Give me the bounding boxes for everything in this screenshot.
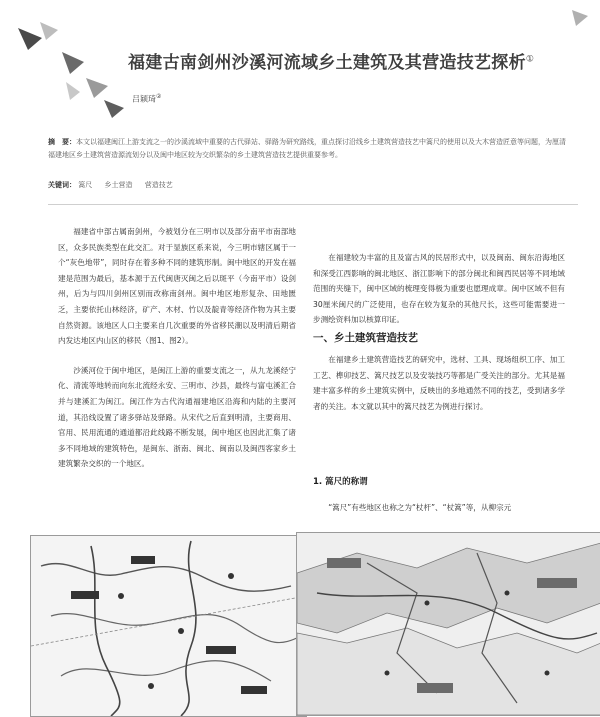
abstract-text: 本文以福建闽江上游支流之一的沙溪流域中重要的古代驿站、驿路为研究路线，重点探讨沿线乡土建筑营造技艺中篙尺的使用以及大木营造匠意等问题，为厘清福建地区乡土建筑营造源流划分以及闽中地区较为交织繁杂的乡土建筑营造技艺提供重要参考。 <box>48 138 566 159</box>
keyword: 营造技艺 <box>144 181 173 189</box>
divider <box>48 204 578 205</box>
keyword: 乡土营造 <box>104 181 133 189</box>
page-title <box>128 48 578 73</box>
decorative-corner-graphic <box>0 0 140 124</box>
figure-map-right <box>296 532 600 716</box>
decorative-corner-graphic-top-right <box>564 6 594 34</box>
paragraph: 在福建较为丰富的且及富古风的民居形式中，以及闽南、闽东沿海地区和深受江西影响的闽北地区、浙江影响下的部分闽北和闽西民居等不同地域范围的夹缝下，闽中区域的梳理变得极为重要也愿理成章。闽中区域不但有30厘米闽尺的广泛使用，也存在较为复杂的其他尺长，这些可能需要进一步测绘资料加以核算印证。 <box>313 253 565 325</box>
paragraph: 沙溪河位于闽中地区，是闽江上游的重要支流之一，从九龙溪经宁化、清流等地转而向东北流经永安、三明市、沙县，最终与富屯溪汇合并与建溪汇为闽江。闽江作为古代沟通福建地区沿海和内陆的主要河道，其沿线设置了诸多驿站及驿路。从宋代之后直到明清，主要商用、官用、民用流通的通道都沿此线路不断发展，闽中地区也因此汇集了诸多不同地域的建筑特色，是闽东、浙南、闽北、闽南以及闽西客家乡土建筑繁杂交织的一个地区。 <box>58 365 296 469</box>
author-note: ② <box>156 93 162 100</box>
author <box>132 93 161 105</box>
title-main: 福建古南剑州沙溪河流域乡土建筑及其营造技艺探析 <box>128 53 526 73</box>
keyword: 篙尺 <box>78 181 93 189</box>
left-column <box>58 224 296 472</box>
keywords <box>48 180 183 190</box>
subsection-heading: 1. 篙尺的称谓 <box>313 477 368 487</box>
section-heading: 一、乡土建筑营造技艺 <box>313 332 418 344</box>
figure-map-left <box>30 535 307 717</box>
author-name: 吕颖琦 <box>132 94 156 104</box>
paragraph: 福建省中部古属南剑州，今被划分在三明市以及部分南平市南部地区，众多民族类型在此交汇。对于显族区系来说，今三明市辖区属于一个“灰色地带”，同时存在着多种不同的建筑形制。闽中地区的开发在福建是范围为最后，基本源于五代闽唐灭闽之后以斑平（今南平市）设剑州，后为与四川剑州区别而改称南剑州。闽中地区地形复杂、田地匮乏，主要依托山林经济，矿产、木材、竹以及靛青等经济作物为其主要自然资源。该地区人口主要来自几次重要的外省移民潮以及明清后期省内发达地区内山区的移民（图1、图2）。 <box>58 227 296 346</box>
keywords-label: 关键词： <box>48 181 76 189</box>
title-note: ① <box>525 54 535 65</box>
right-column-middle <box>313 352 565 414</box>
paragraph: “篙尺”有些地区也称之为“杖杆”、“杖篙”等，从柳宗元 <box>328 503 512 512</box>
right-column-bottom <box>313 500 565 516</box>
right-column-top <box>313 250 565 328</box>
paragraph: 在福建乡土建筑营造技艺的研究中，选材、工具、现场组织工序、加工工艺、榫卯技艺、篙尺技艺以及安装技巧等都是广受关注的部分。尤其是福建丰富多样的乡土建筑实例中，反映出的多地通然不同的技艺，受到诸多学者的关注。本文就以其中的篙尺技艺为例进行探讨。 <box>313 355 565 411</box>
abstract-label: 摘 要： <box>48 138 76 146</box>
abstract <box>48 136 568 162</box>
